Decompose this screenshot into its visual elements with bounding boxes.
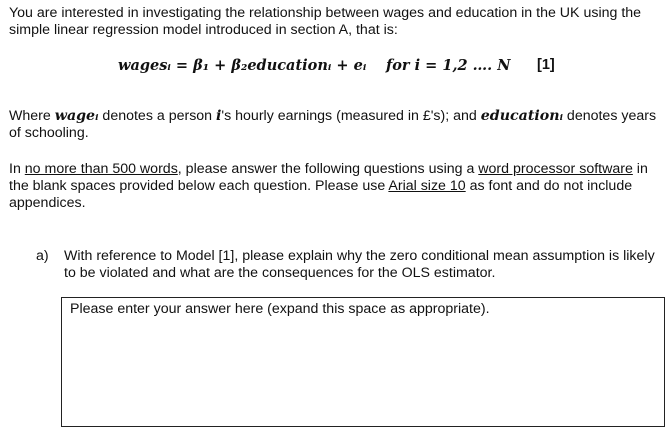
- where-text-4: denotes years of schooling.: [9, 108, 657, 141]
- instr-text-4: as font and do not include appendices.: [9, 178, 633, 211]
- equation-range: for i = 1,2 …. N: [386, 57, 511, 74]
- instr-text-3: in the blank spaces provided below each question. Please use: [9, 161, 648, 194]
- word-limit-underlined: no more than 500 words: [24, 161, 178, 177]
- intro-paragraph: You are interested in investigating the relationship between wages and education in the UK using the simple linear regression model introduced in section A, that is:: [9, 5, 642, 38]
- education-symbol: educationᵢ: [480, 108, 563, 124]
- regression-equation: [0, 57, 672, 77]
- answer-placeholder: Please enter your answer here (expand this space as appropriate).: [70, 301, 490, 317]
- where-text-3: 's hourly earnings (measured in £'s); and: [221, 108, 481, 124]
- equation-number: [1]: [537, 57, 555, 73]
- where-text-2: denotes a person: [98, 108, 217, 124]
- answer-input-box[interactable]: [61, 297, 665, 427]
- i-symbol: i: [216, 108, 222, 124]
- instr-text-1: In: [9, 161, 25, 177]
- instr-text-2: , please answer the following questions using a: [177, 161, 479, 177]
- instructions-paragraph: [9, 161, 669, 212]
- where-text-1: Where: [9, 108, 55, 124]
- wage-symbol: wageᵢ: [54, 108, 99, 124]
- word-processor-underlined: word processor software: [478, 161, 633, 177]
- question-letter: a): [36, 248, 49, 264]
- question-text: With reference to Model [1], please explain why the zero conditional mean assumption is likely to be violated and what are the consequences for the OLS estimator.: [64, 248, 655, 281]
- font-size-underlined: Arial size 10: [388, 178, 466, 194]
- variable-definitions: [9, 108, 669, 142]
- equation-model: wagesᵢ = β₁ + β₂educationᵢ + eᵢ: [118, 57, 367, 74]
